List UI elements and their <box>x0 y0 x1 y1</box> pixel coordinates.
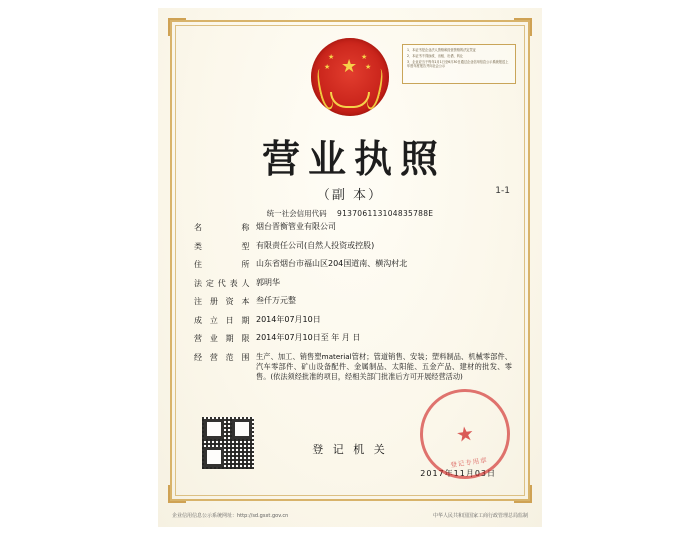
document-footer <box>172 512 528 519</box>
field-label: 住所 <box>194 260 250 269</box>
notice-line-1: 1、本证书是企业法人资格和经营资格的法定凭证 <box>407 48 476 52</box>
field-row-business-term <box>194 333 512 344</box>
corner-ornament-bottom-left <box>168 485 186 503</box>
field-label: 名称 <box>194 223 250 232</box>
field-row-type <box>194 241 512 252</box>
national-emblem-icon <box>311 38 389 116</box>
field-row-registered-capital <box>194 296 512 307</box>
credit-code-value: 913706113104835788E <box>337 209 434 218</box>
emblem-star-large: ★ <box>341 56 358 77</box>
document-title: 营业执照 <box>261 137 446 181</box>
credit-code-label: 统一社会信用代码 <box>266 209 327 218</box>
registration-date: 2017年11月03日 <box>420 469 496 478</box>
field-value: 有限责任公司(自然人投资或控股) <box>256 240 375 250</box>
field-label: 法定代表人 <box>194 278 250 288</box>
field-value: 生产、加工、销售塑material管材；管道销售、安装；塑料制品、机械零部件、汽车零部件、矿山设备配件、金属制品、太阳能、五金产品、建材的批发、零售。(依法须经批准的项目，经相关部门批准后方可开展经营活动) <box>256 351 512 382</box>
field-value: 烟台晋衡管业有限公司 <box>256 222 336 231</box>
emblem-star-small-3: ★ <box>361 53 368 61</box>
emblem-star-small-1: ★ <box>328 53 335 61</box>
credit-code-line <box>158 208 542 219</box>
footer-left-text: 企业信用信息公示系统网址：http://sd.gsxt.gov.cn <box>172 513 289 519</box>
field-row-legal-representative <box>194 278 512 289</box>
seal-star-icon: ★ <box>454 420 476 448</box>
emblem-star-small-4: ★ <box>365 63 372 71</box>
field-value: 郭明华 <box>256 277 280 287</box>
field-label: 营业期限 <box>194 334 250 343</box>
field-row-business-scope <box>194 352 512 383</box>
notice-box <box>402 44 516 84</box>
footer-right-text: 中华人民共和国国家工商行政管理总局监制 <box>432 513 528 519</box>
field-label: 注册资本 <box>194 297 250 306</box>
seal-bottom-text: 登记专用章 <box>449 456 489 470</box>
corner-ornament-top-right <box>514 18 532 36</box>
serial-number: 1-1 <box>495 186 510 196</box>
field-value: 2014年07月10日 <box>256 314 321 324</box>
notice-line-3: 3、企业应当于每年1月1日至6月30日通过企业信用信息公示系统报送上年度年度报告并向社会公示 <box>407 59 509 69</box>
field-value: 叁仟万元整 <box>256 296 296 305</box>
field-row-address <box>194 259 512 270</box>
field-row-name <box>194 222 512 233</box>
document-subtitle: （副 本） <box>316 188 384 203</box>
field-label: 成立日期 <box>194 315 250 325</box>
corner-ornament-bottom-right <box>514 485 532 503</box>
field-list <box>194 222 512 390</box>
field-value: 2014年07月10日至 年 月 日 <box>256 333 361 342</box>
notice-line-2: 2、本证书不得涂改、出租、出借、转让 <box>407 53 464 58</box>
field-label: 类型 <box>194 241 250 251</box>
field-label: 经营范围 <box>194 352 250 362</box>
registration-authority-label: 登 记 机 关 <box>312 443 388 456</box>
business-license-document <box>158 8 542 527</box>
field-row-establish-date <box>194 315 512 326</box>
corner-ornament-top-left <box>168 18 186 36</box>
emblem-star-small-2: ★ <box>324 63 331 71</box>
field-value: 山东省烟台市福山区204国道南、横沟村北 <box>256 259 408 268</box>
